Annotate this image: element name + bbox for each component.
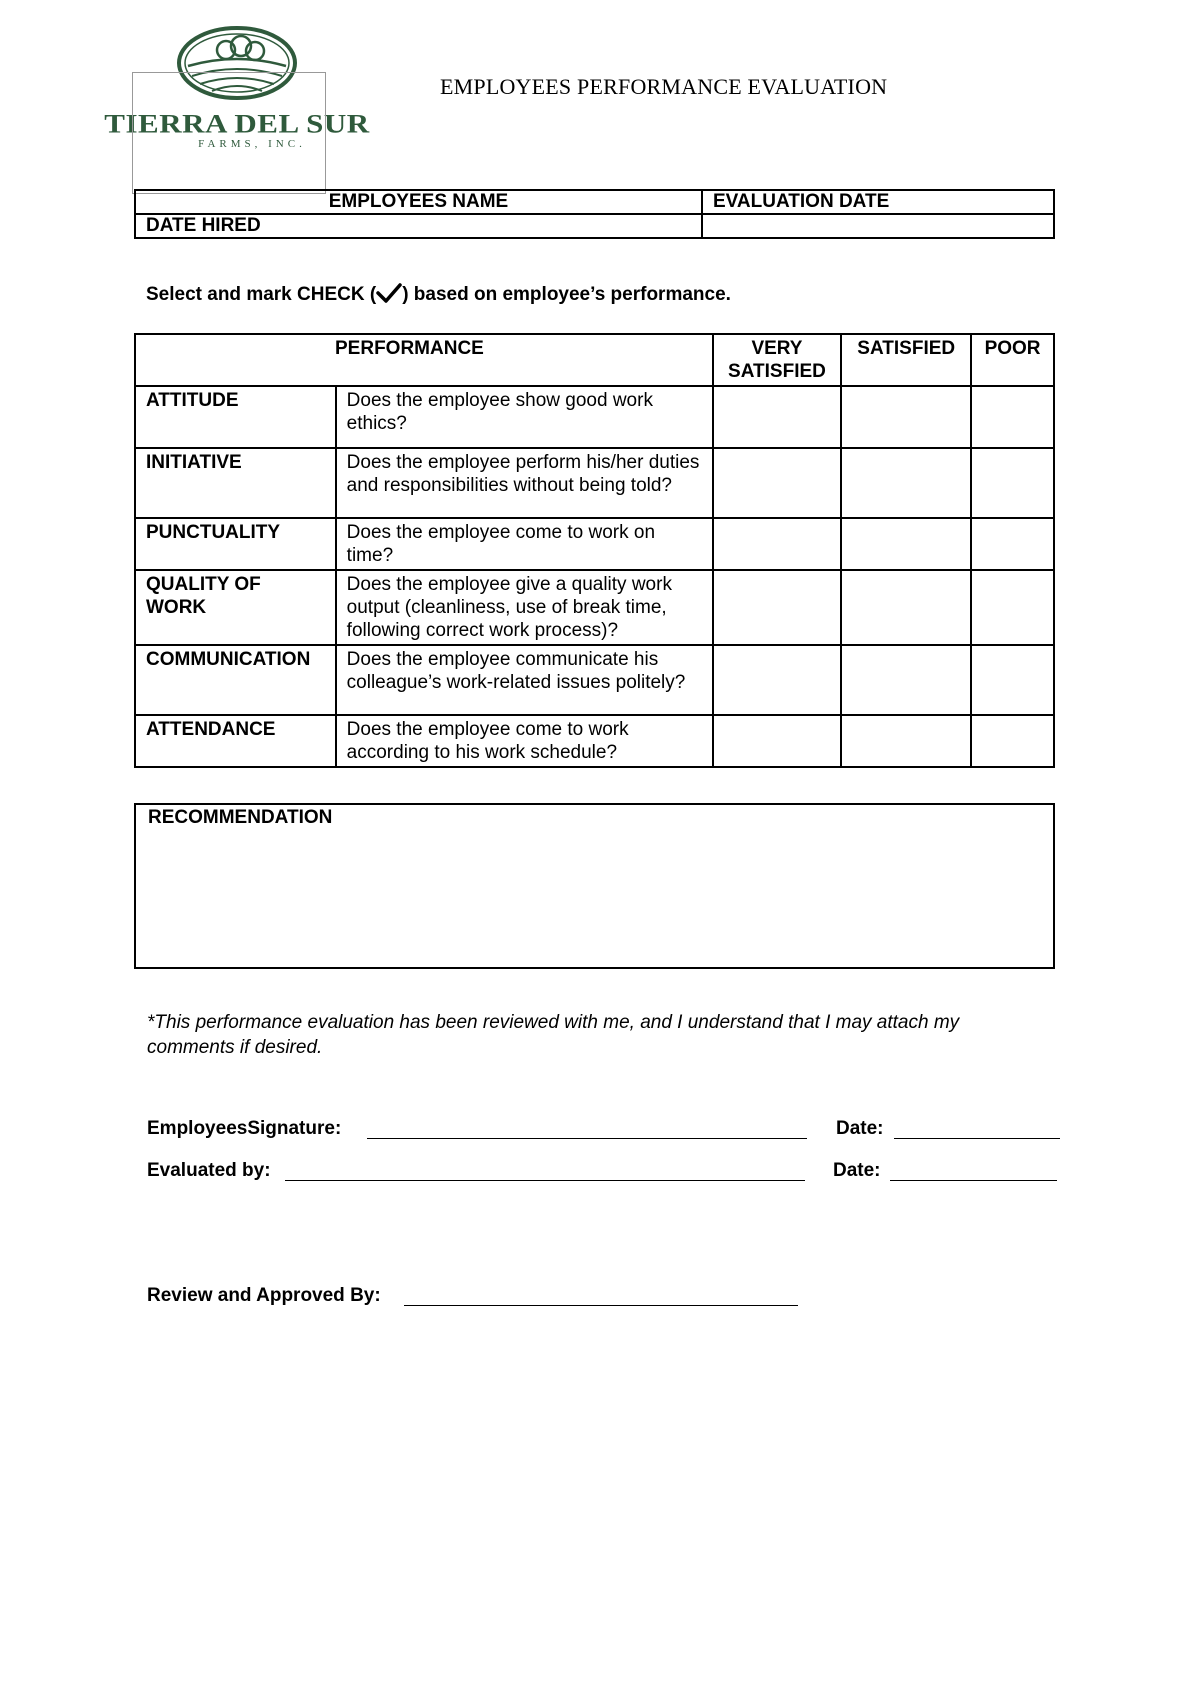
evaluation-date-field[interactable] — [702, 190, 1054, 214]
acknowledgement-note: *This performance evaluation has been reviewed with me, and I understand that I may attach my comments if desired. — [147, 1012, 960, 1058]
poor-checkbox[interactable] — [971, 715, 1054, 767]
company-name: TIERRA DEL SUR — [104, 108, 370, 139]
poor-checkbox[interactable] — [971, 645, 1054, 715]
question-cell: Does the employee come to work according to his work schedule? — [336, 715, 713, 767]
table-row — [135, 570, 1054, 645]
header-performance-label: PERFORMANCE — [335, 338, 484, 359]
date-hired-field[interactable] — [135, 214, 702, 238]
logo-frame — [132, 72, 326, 194]
approved-by-line[interactable] — [404, 1305, 798, 1306]
evaluation-date-label: EVALUATION DATE — [713, 191, 890, 212]
employee-info-table — [134, 189, 1055, 239]
satisfied-checkbox[interactable] — [841, 570, 971, 645]
satisfied-checkbox[interactable] — [841, 715, 971, 767]
table-row — [135, 645, 1054, 715]
performance-table — [134, 333, 1055, 768]
evaluator-date-label: Date: — [833, 1160, 881, 1181]
approved-by-label: Review and Approved By: — [147, 1285, 381, 1306]
very-satisfied-checkbox[interactable] — [713, 386, 842, 448]
evaluated-by-line[interactable] — [285, 1180, 805, 1181]
header-satisfied — [841, 334, 971, 386]
recommendation-label: RECOMMENDATION — [148, 807, 333, 828]
recommendation-box[interactable] — [134, 803, 1055, 969]
very-satisfied-checkbox[interactable] — [713, 570, 842, 645]
evaluator-date-line[interactable] — [890, 1180, 1057, 1181]
very-satisfied-checkbox[interactable] — [713, 518, 842, 570]
satisfied-checkbox[interactable] — [841, 386, 971, 448]
question-cell: Does the employee communicate his colleague’s work-related issues politely? — [336, 645, 713, 715]
instruction-before: Select and mark CHECK ( — [146, 284, 377, 305]
category-cell: ATTITUDE — [135, 386, 336, 448]
header-very-satisfied — [713, 334, 842, 386]
company-logo — [96, 26, 376, 196]
very-satisfied-checkbox[interactable] — [713, 715, 842, 767]
header-satisfied-label: SATISFIED — [857, 338, 956, 359]
question-cell: Does the employee show good work ethics? — [336, 386, 713, 448]
check-mark-icon — [376, 282, 402, 310]
satisfied-checkbox[interactable] — [841, 518, 971, 570]
date-hired-label: DATE HIRED — [146, 215, 261, 236]
employee-date-line[interactable] — [894, 1138, 1060, 1139]
poor-checkbox[interactable] — [971, 570, 1054, 645]
table-row — [135, 386, 1054, 448]
table-row — [135, 518, 1054, 570]
question-cell: Does the employee perform his/her duties and responsibilities without being told? — [336, 448, 713, 518]
category-cell: INITIATIVE — [135, 448, 336, 518]
category-cell: COMMUNICATION — [135, 645, 336, 715]
satisfied-checkbox[interactable] — [841, 448, 971, 518]
question-cell: Does the employee come to work on time? — [336, 518, 713, 570]
category-cell: QUALITY OF WORK — [135, 570, 336, 645]
header-very-satisfied-label: VERY SATISFIED — [728, 338, 826, 382]
poor-checkbox[interactable] — [971, 448, 1054, 518]
header-poor-label: POOR — [984, 338, 1041, 359]
header-performance — [135, 334, 713, 386]
very-satisfied-checkbox[interactable] — [713, 448, 842, 518]
employee-signature-line[interactable] — [367, 1138, 807, 1139]
employee-name-label: EMPLOYEES NAME — [328, 191, 509, 212]
table-row — [135, 715, 1054, 767]
employee-name-field[interactable] — [135, 190, 702, 214]
poor-checkbox[interactable] — [971, 386, 1054, 448]
very-satisfied-checkbox[interactable] — [713, 645, 842, 715]
question-cell: Does the employee give a quality work output (cleanliness, use of break time, following correct work process)? — [336, 570, 713, 645]
satisfied-checkbox[interactable] — [841, 645, 971, 715]
date-hired-value-field[interactable] — [702, 214, 1054, 238]
employee-date-label: Date: — [836, 1118, 884, 1139]
header-poor — [971, 334, 1054, 386]
instruction-after: ) based on employee’s performance. — [402, 284, 731, 305]
page-title: EMPLOYEES PERFORMANCE EVALUATION — [440, 74, 888, 99]
instruction-text — [146, 282, 731, 310]
table-row — [135, 448, 1054, 518]
poor-checkbox[interactable] — [971, 518, 1054, 570]
employee-signature-label: EmployeesSignature: — [147, 1118, 342, 1139]
category-cell: PUNCTUALITY — [135, 518, 336, 570]
evaluated-by-label: Evaluated by: — [147, 1160, 271, 1181]
company-subtitle: FARMS, INC. — [198, 138, 306, 150]
category-cell: ATTENDANCE — [135, 715, 336, 767]
